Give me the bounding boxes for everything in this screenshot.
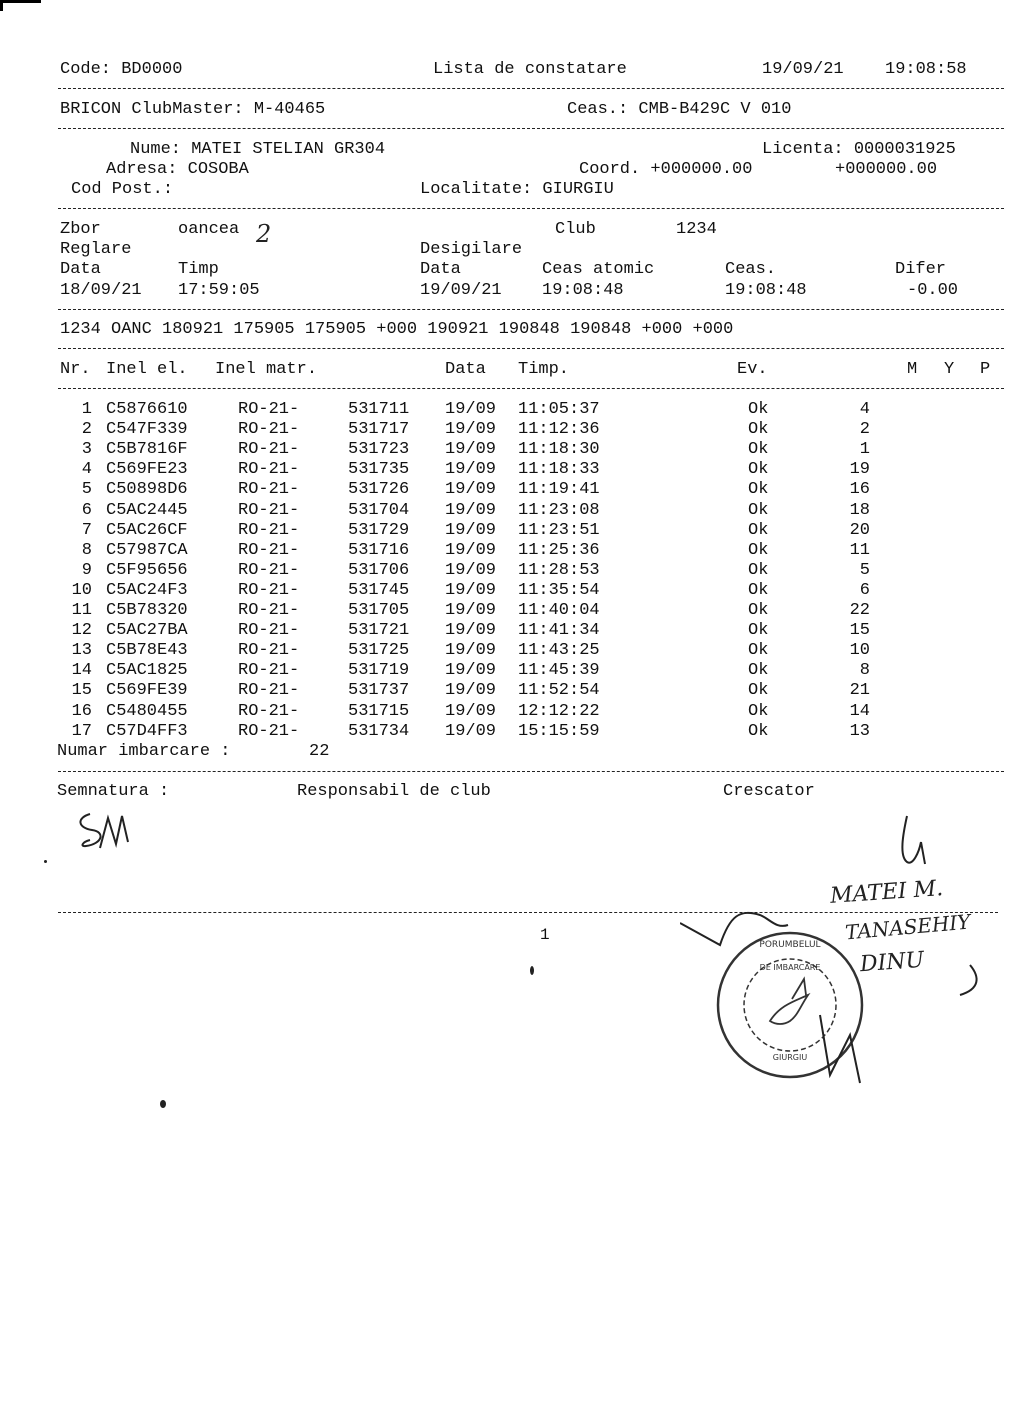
svg-text:PORUMBELUL: PORUMBELUL [759, 940, 821, 950]
cell-timp: 11:19:41 [518, 480, 600, 500]
cell-ev: Ok [748, 701, 769, 721]
scan-speck [530, 966, 534, 975]
cell-ring-prefix: RO-21- [238, 520, 300, 540]
atomic-time: 19:08:48 [542, 281, 624, 300]
cell-data: 19/09 [445, 721, 497, 741]
reglare-timp-label: Timp [178, 260, 219, 279]
cell-position: 6 [859, 580, 870, 600]
fancier-name: Nume: MATEI STELIAN GR304 [130, 140, 386, 159]
table-row [0, 521, 1024, 541]
handwritten-name-2: TANASEHIY [844, 909, 972, 945]
cell-inel-el: C5AC27BA [106, 621, 188, 641]
cell-ring-prefix: RO-21- [238, 440, 300, 460]
desigilare-data-label: Data [420, 260, 461, 279]
boarding-value: 22 [309, 742, 330, 761]
cell-ring-prefix: RO-21- [238, 641, 300, 661]
cell-timp: 11:18:30 [518, 440, 600, 460]
cell-timp: 11:23:51 [518, 520, 600, 540]
scan-corner-mark [0, 0, 41, 11]
cell-timp: 11:28:53 [518, 560, 600, 580]
table-row [0, 501, 1024, 521]
col-header-y: Y [944, 360, 955, 379]
col-header-m: M [907, 360, 918, 379]
cell-inel-matr: 531715 [348, 701, 410, 721]
cell-nr: 2 [81, 420, 92, 440]
cell-ev: Ok [748, 480, 769, 500]
table-row [0, 722, 1024, 742]
cell-ev: Ok [748, 440, 769, 460]
cell-data: 19/09 [445, 400, 497, 419]
cell-nr: 8 [81, 540, 92, 560]
handwritten-signature-left [72, 804, 142, 854]
cell-ev: Ok [748, 500, 769, 520]
cell-inel-matr: 531729 [348, 520, 410, 540]
report-time: 19:08:58 [885, 60, 967, 79]
handwritten-zbor-mark: 2 [256, 220, 272, 248]
col-header-inel-matr: Inel matr. [215, 360, 318, 379]
fancier-locality: Localitate: GIURGIU [420, 180, 614, 199]
cell-position: 10 [849, 641, 870, 661]
cell-position: 13 [849, 721, 870, 741]
cell-timp: 11:45:39 [518, 661, 600, 681]
cell-inel-el: C5B78320 [106, 601, 188, 620]
cell-ring-prefix: RO-21- [238, 721, 300, 741]
cell-data: 19/09 [445, 580, 497, 600]
reglare-date: 18/09/21 [60, 281, 142, 300]
cell-ring-prefix: RO-21- [238, 621, 300, 641]
table-row [0, 400, 1024, 420]
cell-nr: 4 [81, 460, 92, 480]
cell-timp: 15:15:59 [518, 721, 600, 741]
zbor-label: Zbor [60, 220, 101, 239]
cell-timp: 12:12:22 [518, 701, 600, 721]
cell-inel-el: C5876610 [106, 400, 188, 419]
cell-position: 18 [849, 500, 870, 520]
cell-data: 19/09 [445, 641, 497, 661]
club-value: 1234 [676, 220, 717, 239]
cell-ev: Ok [748, 641, 769, 661]
table-row [0, 440, 1024, 460]
difer-value: -0.00 [907, 281, 959, 300]
cell-inel-matr: 531735 [348, 460, 410, 480]
table-row [0, 480, 1024, 500]
cell-data: 19/09 [445, 681, 497, 701]
cell-position: 5 [859, 560, 870, 580]
cell-ev: Ok [748, 721, 769, 741]
report-date: 19/09/21 [762, 60, 844, 79]
col-header-p: P [980, 360, 991, 379]
cell-data: 19/09 [445, 520, 497, 540]
cell-inel-matr: 531711 [348, 400, 410, 419]
cell-ring-prefix: RO-21- [238, 661, 300, 681]
cell-ring-prefix: RO-21- [238, 480, 300, 500]
separator [58, 128, 1004, 129]
page-number: 1 [540, 926, 550, 944]
cell-timp: 11:05:37 [518, 400, 600, 419]
cell-inel-matr: 531737 [348, 681, 410, 701]
cell-inel-matr: 531704 [348, 500, 410, 520]
cell-data: 19/09 [445, 540, 497, 560]
fancier-coord-2: +000000.00 [835, 160, 938, 179]
cell-ring-prefix: RO-21- [238, 460, 300, 480]
table-row [0, 681, 1024, 701]
cell-ev: Ok [748, 621, 769, 641]
cell-inel-el: C547F339 [106, 420, 188, 440]
cell-timp: 11:40:04 [518, 601, 600, 620]
cell-inel-el: C569FE39 [106, 681, 188, 701]
cell-data: 19/09 [445, 661, 497, 681]
col-header-inel-el: Inel el. [106, 360, 188, 379]
cell-ev: Ok [748, 661, 769, 681]
ceas-time: 19:08:48 [725, 281, 807, 300]
cell-data: 19/09 [445, 420, 497, 440]
cell-timp: 11:23:08 [518, 500, 600, 520]
table-row [0, 541, 1024, 561]
cell-ev: Ok [748, 460, 769, 480]
handwritten-signature-stamp [680, 905, 1000, 1085]
cell-inel-el: C5480455 [106, 701, 188, 721]
club-label: Club [555, 220, 596, 239]
table-row [0, 661, 1024, 681]
separator [58, 348, 1004, 349]
handwritten-name-1: MATEI M. [829, 876, 944, 909]
cell-ring-prefix: RO-21- [238, 400, 300, 419]
cell-position: 19 [849, 460, 870, 480]
cell-timp: 11:43:25 [518, 641, 600, 661]
cell-inel-el: C5AC1825 [106, 661, 188, 681]
separator [58, 208, 1004, 209]
cell-inel-matr: 531721 [348, 621, 410, 641]
cell-nr: 11 [71, 601, 92, 620]
fancier-license: Licenta: 0000031925 [762, 140, 956, 159]
ceas-label: Ceas. [725, 260, 777, 279]
cell-position: 11 [849, 540, 870, 560]
cell-inel-matr: 531716 [348, 540, 410, 560]
cell-position: 22 [849, 601, 870, 620]
table-row [0, 702, 1024, 722]
cell-data: 19/09 [445, 601, 497, 620]
cell-position: 15 [849, 621, 870, 641]
cell-inel-matr: 531717 [348, 420, 410, 440]
report-title: Lista de constatare [433, 60, 627, 79]
cell-ev: Ok [748, 560, 769, 580]
ceas-atomic-label: Ceas atomic [542, 260, 655, 279]
cell-inel-el: C57987CA [106, 540, 188, 560]
svg-text:DE IMBARCARE: DE IMBARCARE [759, 963, 821, 972]
cell-ring-prefix: RO-21- [238, 601, 300, 620]
cell-inel-el: C5AC24F3 [106, 580, 188, 600]
cell-data: 19/09 [445, 500, 497, 520]
cell-inel-matr: 531719 [348, 661, 410, 681]
club-responsible-label: Responsabil de club [297, 782, 491, 801]
cell-nr: 1 [81, 400, 92, 419]
cell-nr: 13 [71, 641, 92, 661]
cell-ev: Ok [748, 520, 769, 540]
cell-nr: 12 [71, 621, 92, 641]
cell-ring-prefix: RO-21- [238, 580, 300, 600]
scan-speck [44, 860, 47, 863]
cell-inel-matr: 531745 [348, 580, 410, 600]
cell-position: 4 [859, 400, 870, 419]
cell-inel-matr: 531734 [348, 721, 410, 741]
cell-ring-prefix: RO-21- [238, 420, 300, 440]
separator [58, 771, 1004, 772]
cell-timp: 11:41:34 [518, 621, 600, 641]
cell-timp: 11:12:36 [518, 420, 600, 440]
clubmaster-device: BRICON ClubMaster: M-40465 [60, 100, 326, 119]
table-row [0, 460, 1024, 480]
cell-nr: 7 [81, 520, 92, 540]
cell-inel-matr: 531723 [348, 440, 410, 460]
cell-data: 19/09 [445, 480, 497, 500]
cell-inel-matr: 531726 [348, 480, 410, 500]
cell-ev: Ok [748, 420, 769, 440]
cell-inel-el: C5B7816F [106, 440, 188, 460]
cell-ev: Ok [748, 400, 769, 419]
cell-nr: 6 [81, 500, 92, 520]
cell-ev: Ok [748, 580, 769, 600]
cell-position: 20 [849, 520, 870, 540]
cell-ring-prefix: RO-21- [238, 681, 300, 701]
cell-inel-el: C569FE23 [106, 460, 188, 480]
cell-nr: 15 [71, 681, 92, 701]
cell-timp: 11:18:33 [518, 460, 600, 480]
cell-data: 19/09 [445, 460, 497, 480]
cell-position: 21 [849, 681, 870, 701]
cell-inel-el: C57D4FF3 [106, 721, 188, 741]
cell-position: 1 [859, 440, 870, 460]
table-row [0, 420, 1024, 440]
cell-data: 19/09 [445, 621, 497, 641]
cell-inel-el: C5AC26CF [106, 520, 188, 540]
cell-nr: 9 [81, 560, 92, 580]
cell-position: 14 [849, 701, 870, 721]
zbor-value: oancea [178, 220, 240, 239]
scan-speck [160, 1100, 166, 1108]
cell-ring-prefix: RO-21- [238, 500, 300, 520]
cell-nr: 10 [71, 580, 92, 600]
cell-ev: Ok [748, 601, 769, 620]
cell-timp: 11:25:36 [518, 540, 600, 560]
handwritten-name-3: DINU [859, 947, 925, 978]
clock-id: Ceas.: CMB-B429C V 010 [567, 100, 792, 119]
cell-inel-el: C50898D6 [106, 480, 188, 500]
cell-ring-prefix: RO-21- [238, 701, 300, 721]
col-header-nr: Nr. [60, 360, 91, 379]
fancier-address: Adresa: COSOBA [106, 160, 249, 179]
cell-ring-prefix: RO-21- [238, 560, 300, 580]
desigilare-label: Desigilare [420, 240, 523, 259]
fancier-coord: Coord. +000000.00 [579, 160, 753, 179]
table-row [0, 621, 1024, 641]
cell-inel-matr: 531706 [348, 560, 410, 580]
cell-inel-el: C5F95656 [106, 560, 188, 580]
cell-nr: 5 [81, 480, 92, 500]
col-header-ev: Ev. [737, 360, 768, 379]
cell-ring-prefix: RO-21- [238, 540, 300, 560]
breeder-label: Crescator [723, 782, 815, 801]
boarding-label: Numar imbarcare : [57, 742, 231, 761]
table-row [0, 561, 1024, 581]
cell-position: 8 [859, 661, 870, 681]
cell-timp: 11:35:54 [518, 580, 600, 600]
cell-data: 19/09 [445, 701, 497, 721]
handwritten-signature-right [895, 812, 935, 872]
cell-ev: Ok [748, 540, 769, 560]
cell-position: 16 [849, 480, 870, 500]
reglare-label: Reglare [60, 240, 132, 259]
cell-nr: 3 [81, 440, 92, 460]
cell-inel-matr: 531725 [348, 641, 410, 661]
cell-ev: Ok [748, 681, 769, 701]
cell-position: 2 [859, 420, 870, 440]
reglare-data-label: Data [60, 260, 101, 279]
separator [58, 88, 1004, 89]
fancier-postcode: Cod Post.: [71, 180, 174, 199]
separator [58, 388, 1004, 389]
summary-line: 1234 OANC 180921 175905 175905 +000 190921 190848 190848 +000 +000 [60, 320, 734, 339]
cell-nr: 17 [71, 721, 92, 741]
table-row [0, 641, 1024, 661]
cell-nr: 16 [71, 701, 92, 721]
difer-label: Difer [895, 260, 947, 279]
signature-label: Semnatura : [57, 782, 170, 801]
reglare-time: 17:59:05 [178, 281, 260, 300]
cell-inel-matr: 531705 [348, 601, 410, 620]
desigilare-date: 19/09/21 [420, 281, 502, 300]
separator [58, 309, 1004, 310]
col-header-timp: Timp. [518, 360, 570, 379]
cell-timp: 11:52:54 [518, 681, 600, 701]
col-header-data: Data [445, 360, 486, 379]
svg-text:GIURGIU: GIURGIU [772, 1053, 808, 1062]
cell-inel-el: C5B78E43 [106, 641, 188, 661]
cell-data: 19/09 [445, 560, 497, 580]
report-code: Code: BD0000 [60, 60, 183, 79]
table-row [0, 601, 1024, 621]
cell-inel-el: C5AC2445 [106, 500, 188, 520]
cell-data: 19/09 [445, 440, 497, 460]
cell-nr: 14 [71, 661, 92, 681]
table-row [0, 581, 1024, 601]
